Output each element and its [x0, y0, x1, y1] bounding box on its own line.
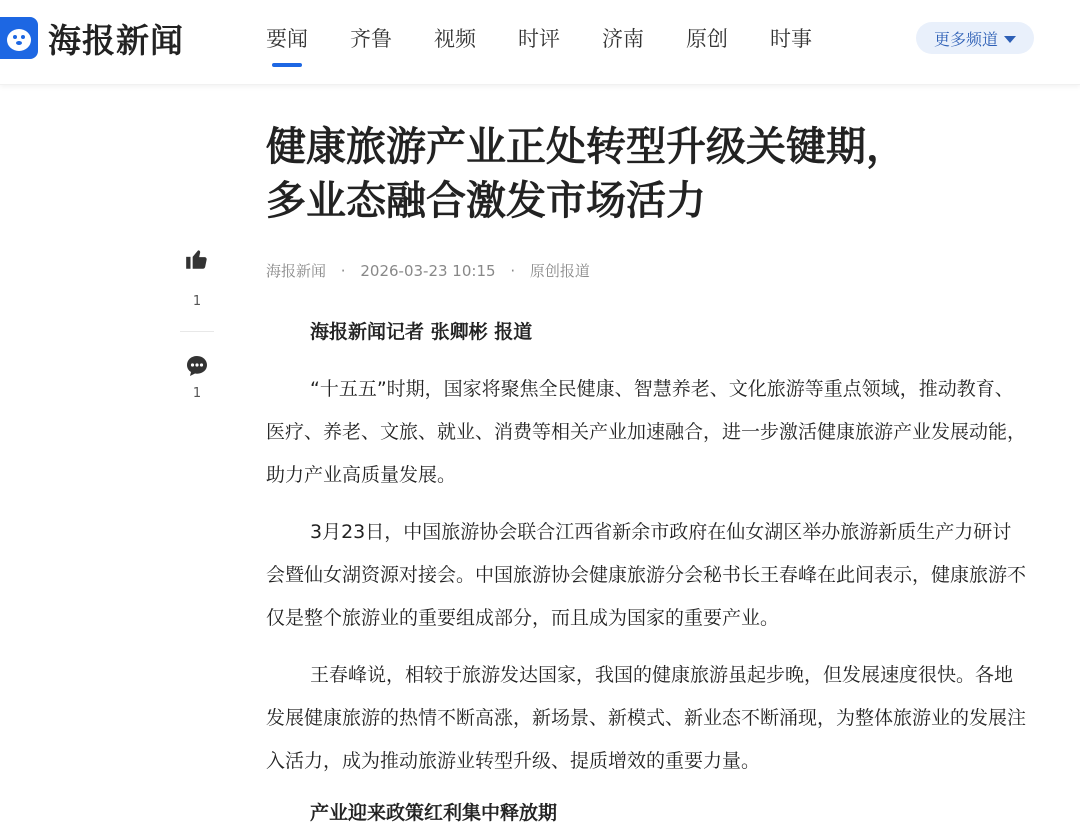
article-paragraph: 王春峰说，相较于旅游发达国家，我国的健康旅游虽起步晚，但发展速度很快。各地发展健康旅游的热情不断高涨，新场景、新模式、新业态不断涌现，为整体旅游业的发展注入活力，成为推动旅游业转型升级、提质增效的重要力量。: [266, 664, 1027, 772]
comment-button[interactable]: [182, 354, 212, 384]
action-divider: [180, 331, 214, 332]
nav-item-original[interactable]: 原创: [686, 27, 728, 51]
comment-count: 1: [192, 386, 202, 401]
top-header: [0, 0, 1080, 85]
reporter-byline: 海报新闻记者 张卿彬 报道: [310, 321, 533, 343]
nav-item-jinan[interactable]: 济南: [602, 27, 644, 51]
article-paragraph: 3月23日，中国旅游协会联合江西省新余市政府在仙女湖区举办旅游新质生产力研讨会暨仙女湖资源对接会。中国旅游协会健康旅游分会秘书长王春峰在此间表示，健康旅游不仅是整个旅游业的重要组成部分，而且成为国家的重要产业。: [266, 521, 1027, 629]
thumbs-up-icon: [184, 246, 210, 272]
caret-down-icon: [1004, 36, 1016, 43]
more-channels-button[interactable]: [916, 22, 1034, 54]
article-title-line1: 健康旅游产业正处转型升级关键期，: [266, 124, 906, 170]
meta-datetime: 2026-03-23 10:15: [360, 262, 496, 280]
comment-icon: [185, 354, 209, 380]
article-body: [266, 316, 1026, 829]
nav-item-current-affairs[interactable]: 时事: [770, 27, 812, 51]
logo-mascot-icon: [0, 17, 38, 59]
meta-separator: ·: [340, 262, 346, 280]
nav-item-video[interactable]: 视频: [434, 27, 476, 51]
more-channels-label: 更多频道: [933, 29, 998, 49]
article-title: [266, 120, 1026, 228]
meta-tag: 原创报道: [529, 262, 590, 280]
channel-nav: [266, 24, 854, 54]
meta-separator: ·: [510, 262, 516, 280]
section-subheading: 产业迎来政策红利集中释放期: [310, 802, 558, 824]
article-title-line2: 多业态融合激发市场活力: [266, 178, 706, 224]
nav-item-yaowen[interactable]: 要闻: [266, 24, 308, 54]
logo-text: 海报新闻: [48, 20, 184, 60]
site-logo[interactable]: [0, 14, 184, 62]
like-count: 1: [192, 294, 202, 309]
article-paragraph: “十五五”时期，国家将聚焦全民健康、智慧养老、文化旅游等重点领域，推动教育、医疗、养老、文旅、就业、消费等相关产业加速融合，进一步激活健康旅游产业发展动能，助力产业高质量发展。: [266, 378, 1027, 486]
nav-item-commentary[interactable]: 时评: [518, 27, 560, 51]
nav-item-qilu[interactable]: 齐鲁: [350, 27, 392, 51]
meta-source[interactable]: 海报新闻: [266, 262, 327, 280]
like-button[interactable]: [182, 246, 212, 276]
article-meta: [266, 260, 590, 281]
